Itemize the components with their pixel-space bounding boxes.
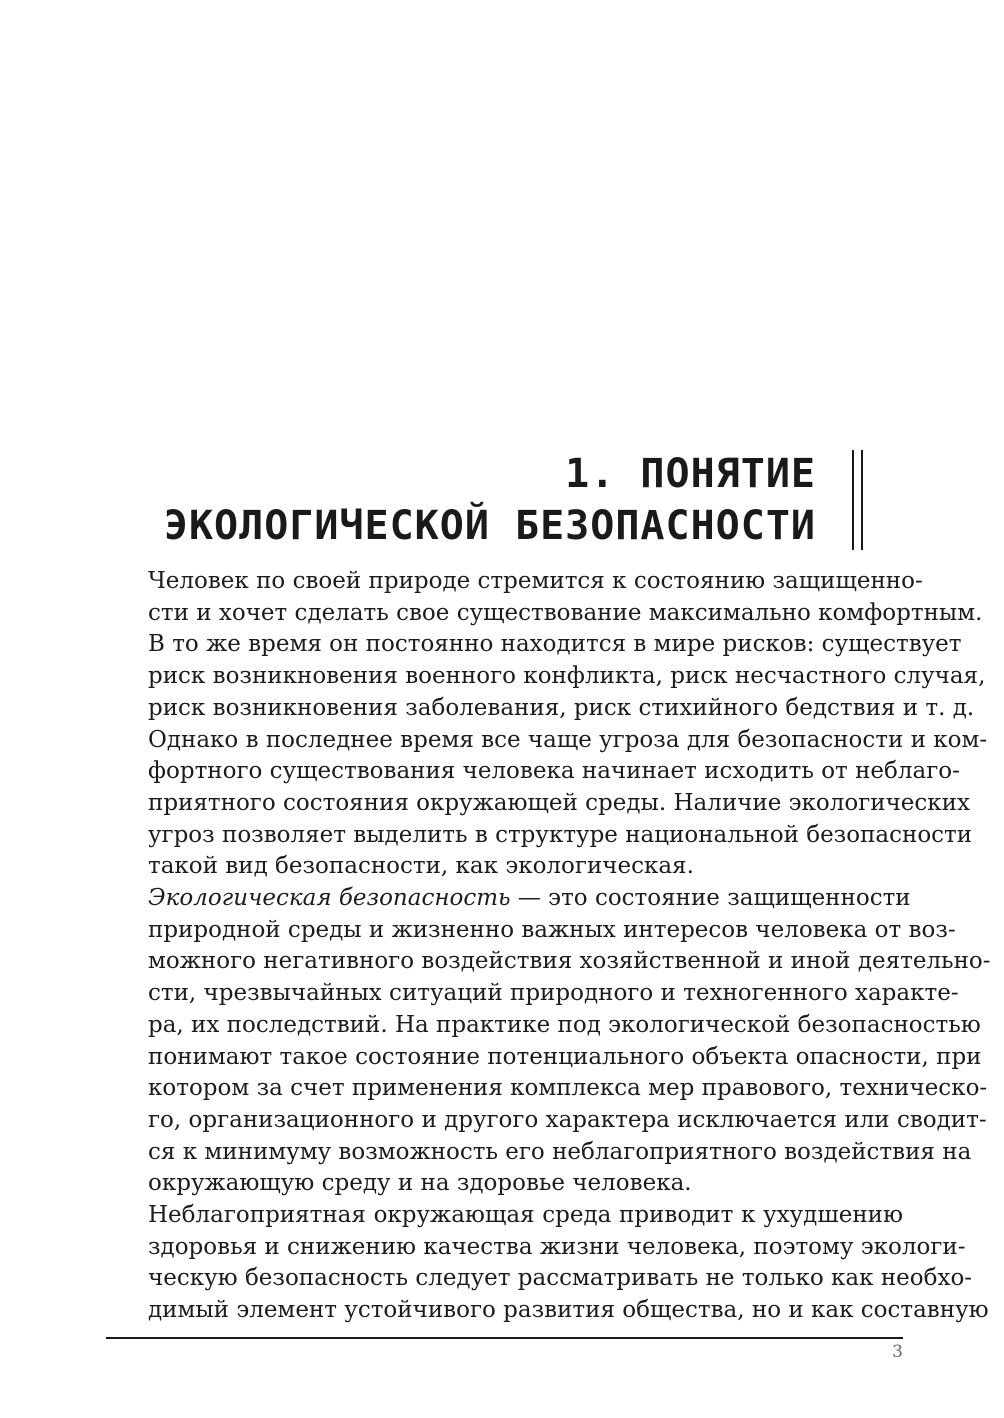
body-text xyxy=(106,566,991,1327)
text-line: го, организационного и другого характера исключается или сводит- xyxy=(148,1106,987,1133)
text-line: сти, чрезвычайных ситуаций природного и техногенного характе- xyxy=(148,980,959,1007)
text-line: окружающую среду и на здоровье человека. xyxy=(148,1170,692,1197)
text-line: сти и хочет сделать свое существование максимально комфортным. xyxy=(148,599,983,626)
text-line: здоровья и снижению качества жизни человека, поэтому экологи- xyxy=(148,1233,966,1260)
text-line: такой вид безопасности, как экологическая. xyxy=(148,853,694,880)
text-line: Неблагоприятная окружающая среда приводит к ухудшению xyxy=(148,1202,903,1229)
text-fragment: — это состояние защищенности xyxy=(510,885,911,912)
heading-side-rule-right xyxy=(861,450,863,550)
text-line: ра, их последствий. На практике под экологической безопасностью xyxy=(148,1011,981,1038)
text-line: понимают такое состояние потенциального объекта опасности, при xyxy=(148,1043,982,1070)
footer-rule xyxy=(106,1337,903,1339)
text-line: Однако в последнее время все чаще угроза для безопасности и ком- xyxy=(148,726,988,753)
chapter-title-line-1: 1. ПОНЯТИЕ xyxy=(565,451,816,497)
page-number: 3 xyxy=(892,1342,903,1362)
chapter-title-line-2: ЭКОЛОГИЧЕСКОЙ БЕЗОПАСНОСТИ xyxy=(163,503,816,549)
text-line: В то же время он постоянно находится в мире рисков: существует xyxy=(148,631,962,658)
text-line: угроз позволяет выделить в структуре национальной безопасности xyxy=(148,821,973,848)
text-line: димый элемент устойчивого развития общества, но и как составную xyxy=(148,1297,989,1324)
text-line: Человек по своей природе стремится к состоянию защищенно- xyxy=(148,568,923,594)
text-line: котором за счет применения комплекса мер правового, техническо- xyxy=(148,1075,988,1102)
paragraph-1 xyxy=(106,566,988,883)
defined-term: Экологическая безопасность xyxy=(148,885,511,912)
text-line: фортного существования человека начинает исходить от неблаго- xyxy=(148,758,960,785)
text-line: ся к минимуму возможность его неблагоприятного воздействия на xyxy=(148,1138,972,1165)
text-line-first xyxy=(106,883,911,915)
chapter-heading xyxy=(106,448,816,552)
heading-side-rule-left xyxy=(852,450,854,550)
text-line: можного негативного воздействия хозяйственной и иной деятельно- xyxy=(148,948,991,975)
paragraph-2 xyxy=(106,883,991,1200)
paragraph-3 xyxy=(106,1200,989,1327)
text-line: приятного состояния окружающей среды. Наличие экологических xyxy=(148,789,970,816)
text-line: ческую безопасность следует рассматривать не только как необхо- xyxy=(148,1265,973,1292)
text-line: природной среды и жизненно важных интересов человека от воз- xyxy=(148,916,956,943)
text-line: риск возникновения военного конфликта, риск несчастного случая, xyxy=(148,663,986,690)
text-line: риск возникновения заболевания, риск стихийного бедствия и т. д. xyxy=(148,694,975,721)
